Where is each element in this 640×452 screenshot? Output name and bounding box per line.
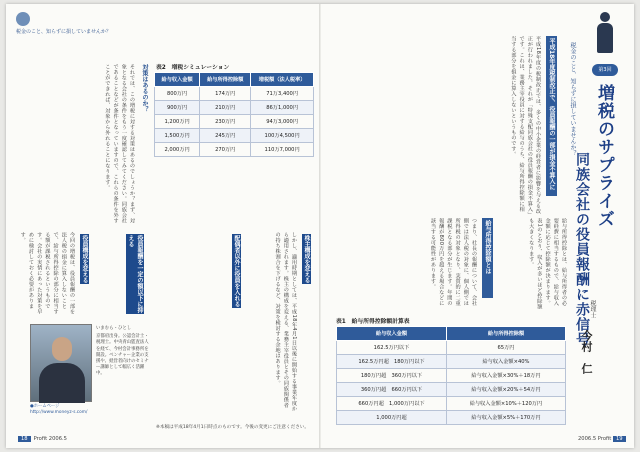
table-row — [337, 397, 566, 411]
table2-header: 増税額（法人税率） — [251, 73, 314, 87]
section-head-1 — [302, 234, 311, 304]
table-cell: 94万3,000円 — [251, 115, 314, 129]
table-cell: 給与収入金額×20%＋54万円 — [446, 383, 565, 397]
author-name: 今村 仁 — [580, 330, 593, 374]
table1-header: 給与所得控除額 — [446, 327, 565, 341]
table1-header: 給与収入金額 — [337, 327, 447, 341]
footer-note: ※本稿は平成18年4月1日時点のものです。今後の変更にご注意ください。 — [156, 425, 309, 430]
series-label: 税金のこと、知らずに損していませんか？ — [569, 42, 576, 156]
table-cell: 110万7,000円 — [251, 143, 314, 157]
series-number-badge: 第3回 — [592, 64, 618, 76]
page-number: 18 — [18, 436, 31, 442]
author-photo — [30, 324, 92, 402]
page-number: 19 — [613, 436, 626, 442]
section-head-label: 役員構成を変える — [81, 235, 88, 283]
left-body-column-1: それでは、この増税に対する対策はあるのでしょうか？まず、対象となる会社の条件をもう一度確認してみてください。同族会社であることなどが条件となっていますので、これらの条件を外すことができれば、対象から外れることになります。 — [104, 64, 135, 224]
contact-label: ●ホームページ — [30, 404, 60, 409]
table2-header: 給与収入金額 — [155, 73, 200, 87]
magazine-spread — [6, 4, 634, 448]
article-title-line2: 同族会社の役員報酬に赤信号 — [574, 152, 590, 347]
table2 — [154, 72, 314, 157]
table1-title: 表1 給与所得控除額計算表 — [336, 319, 410, 325]
figure-head — [600, 12, 610, 22]
section-head-4 — [80, 234, 89, 314]
table-cell: 2,000万円 — [155, 143, 200, 157]
table-cell: 給与収入金額×5%＋170万円 — [446, 411, 565, 425]
profile-text: 京都府出身。公認会計士・税理士。中央青山監査法人を経て、今村会計事務所を開設。ベンチャー企業の支援や、経営者向けのセミナー講師として幅広く活躍中。 — [96, 334, 149, 377]
table-cell: 給与収入金額×40% — [446, 355, 565, 369]
left-running-header: 税金のこと、知らずに損していませんか？ — [16, 29, 112, 35]
table-cell: 100万4,500円 — [251, 129, 314, 143]
photo-caption: いまむら・ひとし — [96, 326, 132, 331]
table-cell: 162.5万円以下 — [337, 341, 447, 355]
person-figure-icon — [594, 12, 616, 58]
table2-title: 表2 増税シミュレーション — [156, 65, 230, 71]
table-cell: 1,000万円超 — [337, 411, 447, 425]
table-cell: 210万円 — [200, 101, 251, 115]
table-cell: 245万円 — [200, 129, 251, 143]
table-cell: 65万円 — [446, 341, 565, 355]
right-body-column-2: つまり、社長の報酬について、会社側では法人税の対象に、個人側では所得税の対象となり、実質的に二重課税となる部分が生じます。年間の報酬が800万円を超える場合などに該当する可能性があります。 — [429, 218, 477, 306]
section-head-2 — [232, 234, 241, 314]
author-profile — [96, 326, 152, 378]
section-head-3 — [126, 234, 144, 314]
left-body-column-2: しかし、適用時期としては、平成18年4月1日以後に開始する事業年度から適用されます。株主の構成を変える、業務主宰役員とその同族関係者の持ち株割合を下げるなど、対策を検討する余地はあります。 — [274, 232, 297, 412]
table-cell: 800万円 — [155, 87, 200, 101]
article-title-line1: 増税のサプライズ — [594, 84, 614, 228]
table-cell: 180万円超 360万円以下 — [337, 369, 447, 383]
table-row — [337, 341, 566, 355]
table-row — [155, 115, 314, 129]
photo-head — [52, 337, 72, 361]
table-row — [155, 143, 314, 157]
table1 — [336, 326, 566, 425]
table-cell: 230万円 — [200, 115, 251, 129]
left-body-column-3: 今回の増税は、役員報酬の一部を法人税の損金に算入しないことで、給与所得控除の部分に相当する額が課税されるというものです。会社の実情にあった対策を早めに検討しておく必要があります。 — [19, 232, 75, 315]
table-cell: 86万1,000円 — [251, 101, 314, 115]
right-body-column-1: 平成18年度の税制改正では、多くの中小企業の経営者に影響を与える改正が行われました。それが「特殊支配同族会社の役員報酬の損金不算入」です。これは、業務主宰役員に対する給与のうち、給与所得控除額に相当する部分を損金に算入しないというものです。 — [510, 36, 541, 215]
table-cell: 1,500万円 — [155, 129, 200, 143]
table-cell: 給与収入金額×10%＋120万円 — [446, 397, 565, 411]
table-row — [155, 129, 314, 143]
table-row — [155, 87, 314, 101]
contact-url-link[interactable]: http://www.moneyz-s.com/ — [30, 409, 88, 415]
author-role: 税理士 — [589, 300, 596, 318]
series-badge-icon — [16, 12, 30, 26]
table-cell: 360万円超 660万円以下 — [337, 383, 447, 397]
magazine-name: Profit 2006.5 — [33, 436, 67, 442]
table-cell: 174万円 — [200, 87, 251, 101]
table-row — [337, 369, 566, 383]
table-cell: 71万3,400円 — [251, 87, 314, 101]
page-gutter — [319, 4, 321, 448]
section-head-label: 役員報酬を一定の額以下に抑える — [127, 235, 143, 313]
table-row — [337, 383, 566, 397]
left-folio — [18, 436, 67, 442]
section-head-label: 株主構成を変える — [303, 235, 310, 283]
section-head-label: 配偶者以外に役員を入れる — [233, 235, 240, 307]
right-folio — [578, 436, 629, 442]
contact-block — [30, 404, 87, 416]
article-subtitle: 平成18年度税制改正で、役員報酬の一部が損金不算入に — [546, 36, 557, 196]
table-cell: 660万円超 1,000万円以下 — [337, 397, 447, 411]
table2-header: 給与所得控除額 — [200, 73, 251, 87]
magazine-name: 2006.5 Profit — [578, 436, 612, 442]
right-body-column-3: 給与所得控除とは、給与所得者の必要経費に相当するもので、給与収入金額に応じて控除額が決まります。表1のとおり、収入が多いほど控除額も大きくなります。 — [528, 218, 567, 310]
figure-body — [597, 23, 613, 53]
subhead-kyuyo: 給与所得控除額とは — [482, 218, 493, 298]
table-cell: 給与収入金額×30%＋18万円 — [446, 369, 565, 383]
table-row — [337, 411, 566, 425]
table-cell: 900万円 — [155, 101, 200, 115]
table-cell: 270万円 — [200, 143, 251, 157]
section-head-countermeasure: 対策はあるのか？ — [141, 64, 148, 112]
table-cell: 1,200万円 — [155, 115, 200, 129]
photo-body — [39, 363, 85, 403]
table-row — [155, 101, 314, 115]
table-cell: 162.5万円超 180万円以下 — [337, 355, 447, 369]
table-row — [337, 355, 566, 369]
